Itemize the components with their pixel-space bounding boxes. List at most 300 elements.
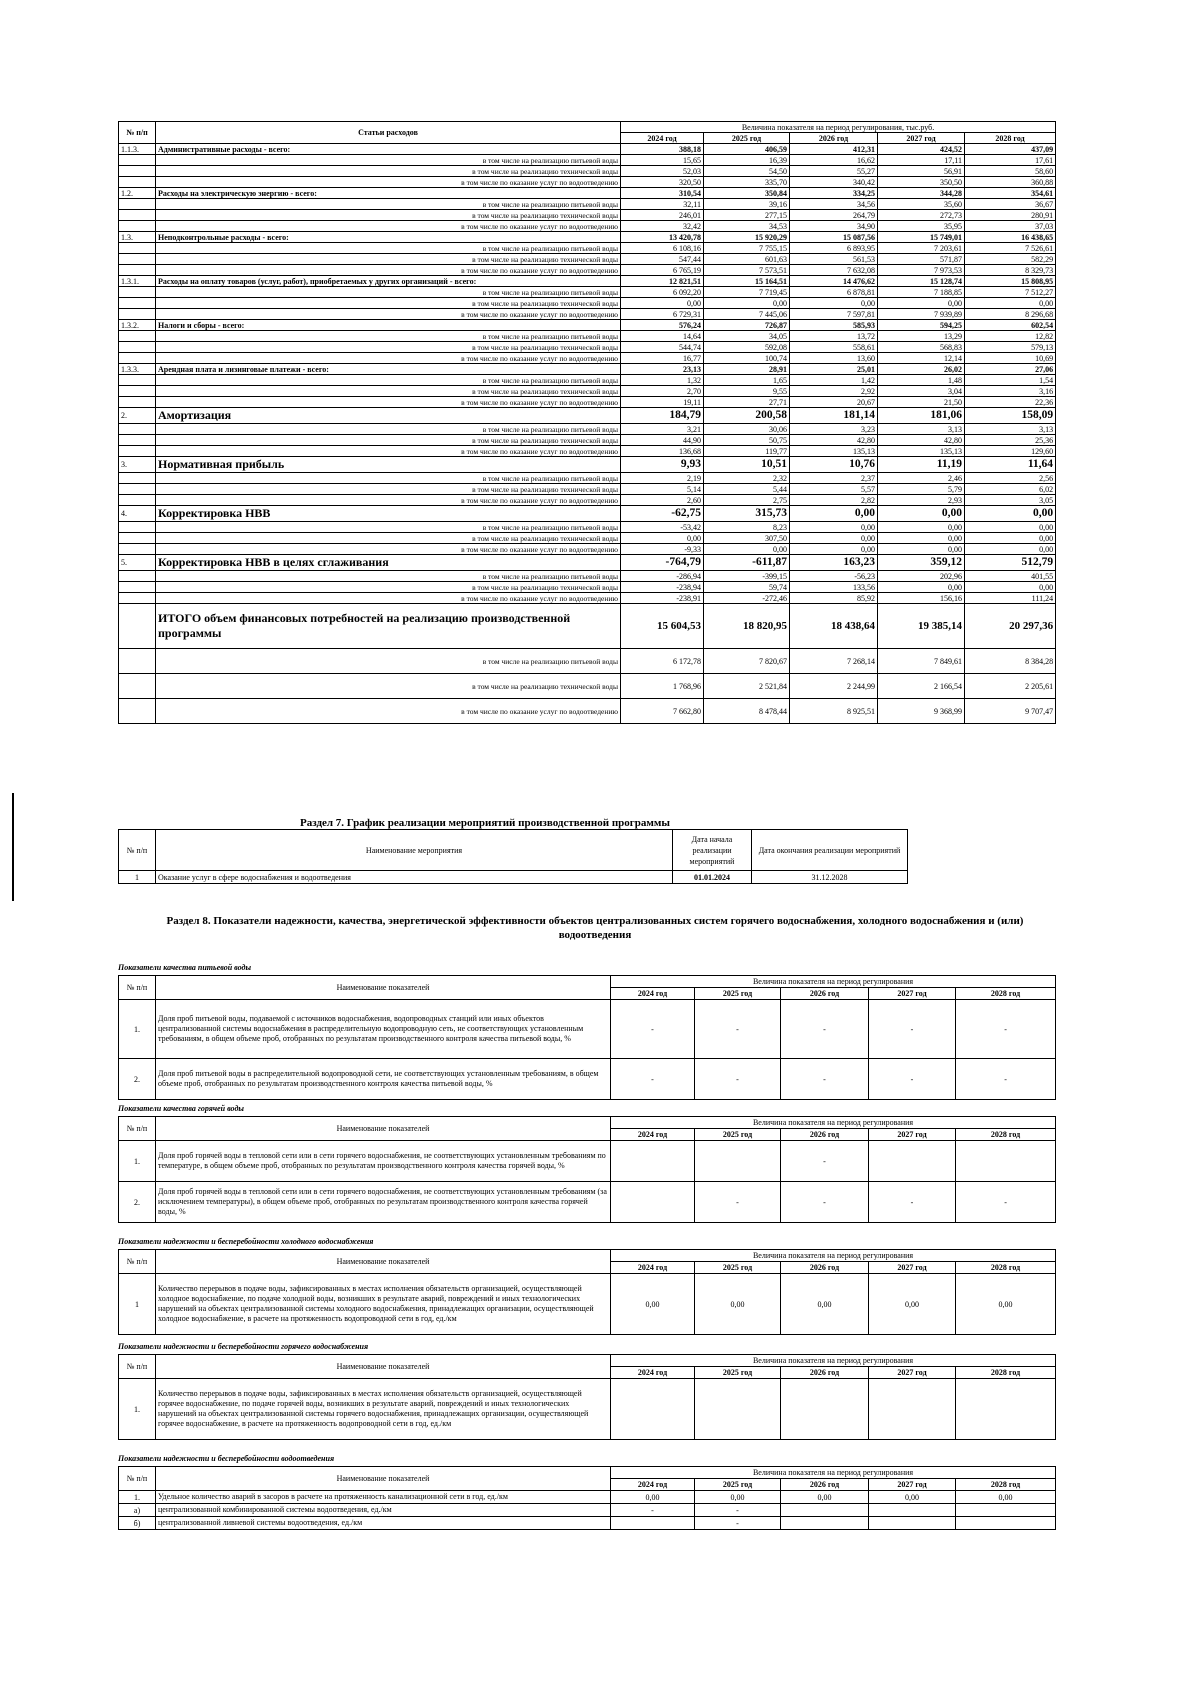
header-row [119,1355,1056,1367]
value-cell: 0,00 [878,544,965,555]
value-cell: 11,64 [965,457,1056,473]
row-num: 1.1.3. [119,144,156,155]
row-label: в том числе на реализацию технической воды [156,582,621,593]
value-cell [611,1379,695,1440]
value-cell: -9,33 [621,544,704,555]
year-header: 2025 год [695,1262,781,1274]
year-header: 2028 год [956,1479,1056,1491]
row-num [119,495,156,506]
subitem-row [119,199,1056,210]
wastewater-reliability-table [118,1466,1056,1530]
value-cell: 601,63 [704,254,790,265]
value-cell: 424,52 [878,144,965,155]
value-cell: 7 719,45 [704,287,790,298]
value-cell: -286,94 [621,571,704,582]
row-start: 01.01.2024 [673,871,752,884]
value-cell: 2,60 [621,495,704,506]
value-cell: 55,27 [790,166,878,177]
value-cell: -272,46 [704,593,790,604]
row-num: а) [119,1504,156,1517]
value-cell: 58,60 [965,166,1056,177]
row-label: в том числе по оказание услуг по водоотведению [156,353,621,364]
year-header: 2027 год [869,1129,956,1141]
value-cell: 12,82 [965,331,1056,342]
year-header: 2024 год [611,1479,695,1491]
value-cell [611,1517,695,1530]
value-cell [956,1504,1056,1517]
value-cell: 0,00 [695,1274,781,1335]
year-header: 2025 год [695,1479,781,1491]
row-num [119,424,156,435]
row-label: в том числе по оказание услуг по водоотведению [156,446,621,457]
value-cell: 2,92 [790,386,878,397]
row-label: в том числе на реализацию питьевой воды [156,571,621,582]
value-cell: 39,16 [704,199,790,210]
row-num [119,649,156,674]
value-cell: 0,00 [790,298,878,309]
value-cell: 1,65 [704,375,790,386]
value-cell: 6 108,16 [621,243,704,254]
row-num [119,177,156,188]
value-cell: 19 385,14 [878,604,965,649]
name-header: Наименование показателей [156,1117,611,1141]
value-cell: 17,61 [965,155,1056,166]
year-header: 2025 год [695,1129,781,1141]
value-cell: 18 438,64 [790,604,878,649]
row-description: Доля проб горячей воды в тепловой сети или в сети горячего водоснабжения, не соответствующих установленным требованиям по температуре, в общем объеме проб, отобранных по результатам производственного контроля качества горячей воды, % [156,1141,611,1182]
value-cell [956,1379,1056,1440]
row-num: 2. [119,1059,156,1100]
row-num [119,397,156,408]
value-cell: 2 205,61 [965,674,1056,699]
value-cell: - [869,1059,956,1100]
value-cell: 2,93 [878,495,965,506]
value-cell: 0,00 [695,1491,781,1504]
caption-wastewater-reliability: Показатели надежности и бесперебойности водоотведения [118,1454,335,1463]
value-cell: 54,50 [704,166,790,177]
year-header: 2026 год [781,1262,869,1274]
subitem-row [119,582,1056,593]
subitem-row [119,331,1056,342]
value-cell: 15 164,51 [704,276,790,287]
subitem-row [119,484,1056,495]
row-label: в том числе на реализацию технической воды [156,386,621,397]
value-cell [695,1141,781,1182]
value-cell: 12,14 [878,353,965,364]
value-cell: -764,79 [621,555,704,571]
year-header: 2026 год [781,1367,869,1379]
value-cell: 9 707,47 [965,699,1056,724]
value-cell: 2 244,99 [790,674,878,699]
value-cell: 246,01 [621,210,704,221]
section-7-title: Раздел 7. График реализации мероприятий производственной программы [300,817,670,829]
value-cell: 136,68 [621,446,704,457]
value-cell: 350,50 [878,177,965,188]
value-cell: 310,54 [621,188,704,199]
end-header: Дата окончания реализации мероприятий [752,830,908,871]
value-cell: 119,77 [704,446,790,457]
value-cell: 21,50 [878,397,965,408]
value-cell: 558,61 [790,342,878,353]
row-label: Нормативная прибыль [156,457,621,473]
row-num [119,298,156,309]
value-cell [869,1141,956,1182]
value-cell: 264,79 [790,210,878,221]
value-cell: 320,50 [621,177,704,188]
row-name: Оказание услуг в сфере водоснабжения и водоотведения [156,871,673,884]
year-header: 2024 год [611,1262,695,1274]
subitem-row [119,674,1056,699]
row-num [119,309,156,320]
row-num [119,484,156,495]
value-cell: 0,00 [878,582,965,593]
value-cell: 5,44 [704,484,790,495]
value-cell: 0,00 [965,506,1056,522]
period-header: Величина показателя на период регулирования, тыс.руб. [621,122,1056,133]
row-description: Доля проб питьевой воды, подаваемой с источников водоснабжения, водопроводных станций или иных объектов централизованной системы водоснабжения в распределительную водопроводную сеть, не соответствующих установленным требованиям, в общем объеме проб, отобранных по результатам производственного контроля качества питьевой воды, % [156,1000,611,1059]
value-cell: 9,55 [704,386,790,397]
row-num [119,353,156,364]
value-cell: 0,00 [781,1274,869,1335]
value-cell: 8,23 [704,522,790,533]
row-description: централизованной комбинированной системы водоотведения, ед./км [156,1504,611,1517]
row-label: в том числе на реализацию питьевой воды [156,375,621,386]
period-header: Величина показателя на период регулирования [611,1117,1056,1129]
value-cell: 133,56 [790,582,878,593]
year-header: 2028 год [956,1129,1056,1141]
value-cell: 8 384,28 [965,649,1056,674]
value-cell: 3,13 [878,424,965,435]
row-num: 1.2. [119,188,156,199]
value-cell: 0,00 [790,506,878,522]
value-cell: 1 768,96 [621,674,704,699]
year-header: 2028 год [956,988,1056,1000]
row-num [119,593,156,604]
value-cell: 7 632,08 [790,265,878,276]
value-cell: 568,83 [878,342,965,353]
value-cell: 56,91 [878,166,965,177]
row-num: 1 [119,871,156,884]
value-cell: - [695,1059,781,1100]
value-cell [869,1379,956,1440]
year-header: 2025 год [695,1367,781,1379]
num-header: № п/п [119,1467,156,1491]
value-cell: 20 297,36 [965,604,1056,649]
value-cell: 1,42 [790,375,878,386]
value-cell: -238,91 [621,593,704,604]
row-num: 2. [119,1182,156,1223]
value-cell: 14,64 [621,331,704,342]
item-row [119,555,1056,571]
value-cell: 26,02 [878,364,965,375]
value-cell: 2,37 [790,473,878,484]
row-label: в том числе на реализацию питьевой воды [156,287,621,298]
value-cell: 7 849,61 [878,649,965,674]
subitem-row [119,435,1056,446]
value-cell: 7 662,80 [621,699,704,724]
value-cell: - [611,1504,695,1517]
value-cell: 0,00 [878,522,965,533]
value-cell: - [781,1141,869,1182]
row-num [119,435,156,446]
name-header: Наименование показателей [156,1355,611,1379]
row-label: в том числе по оказание услуг по водоотведению [156,265,621,276]
value-cell: 0,00 [956,1274,1056,1335]
row-label: в том числе на реализацию питьевой воды [156,331,621,342]
value-cell: 85,92 [790,593,878,604]
row-label: в том числе по оказание услуг по водоотведению [156,699,621,724]
value-cell [956,1141,1056,1182]
row-label: в том числе по оказание услуг по водоотведению [156,221,621,232]
value-cell: 30,06 [704,424,790,435]
name-header: Наименование показателей [156,1250,611,1274]
value-cell: 315,73 [704,506,790,522]
value-cell: 0,00 [869,1274,956,1335]
value-cell: - [611,1000,695,1059]
subitem-row [119,221,1056,232]
start-header: Дата начала реализации мероприятий [673,830,752,871]
value-cell: - [956,1182,1056,1223]
year-header: 2024 год [611,1129,695,1141]
value-cell: 512,79 [965,555,1056,571]
value-cell: 44,90 [621,435,704,446]
value-cell: 344,28 [878,188,965,199]
subitem-row [119,287,1056,298]
subitem-row [119,424,1056,435]
row-num: 1. [119,1379,156,1440]
year-header: 2026 год [781,1479,869,1491]
row-label: Корректировка НВВ в целях сглаживания [156,555,621,571]
value-cell: 6 092,20 [621,287,704,298]
value-cell: 181,14 [790,408,878,424]
value-cell: - [781,1000,869,1059]
row-num [119,582,156,593]
value-cell: 6 878,81 [790,287,878,298]
value-cell: 2 521,84 [704,674,790,699]
row-label: в том числе на реализацию технической воды [156,210,621,221]
year-header: 2026 год [781,988,869,1000]
name-header: Наименование мероприятия [156,830,673,871]
value-cell: 388,18 [621,144,704,155]
value-cell: 7 939,89 [878,309,965,320]
value-cell: 0,00 [704,298,790,309]
value-cell: 579,13 [965,342,1056,353]
subitem-row [119,210,1056,221]
value-cell: 547,44 [621,254,704,265]
value-cell: 36,67 [965,199,1056,210]
value-cell: 2,70 [621,386,704,397]
row-num: 4. [119,506,156,522]
row-num: 1. [119,1141,156,1182]
value-cell [611,1182,695,1223]
row-num: 1.3.3. [119,364,156,375]
value-cell: 34,90 [790,221,878,232]
value-cell: 13,29 [878,331,965,342]
row-num [119,221,156,232]
value-cell: 7 755,15 [704,243,790,254]
value-cell: 7 597,81 [790,309,878,320]
value-cell: 0,00 [790,533,878,544]
subitem-row [119,397,1056,408]
value-cell [869,1504,956,1517]
row-label: в том числе на реализацию технической воды [156,533,621,544]
value-cell [869,1517,956,1530]
row-label: Административные расходы - всего: [156,144,621,155]
value-cell: -56,23 [790,571,878,582]
table-row [119,1059,1056,1100]
row-num [119,166,156,177]
value-cell: 13,60 [790,353,878,364]
value-cell: 184,79 [621,408,704,424]
value-cell: 8 925,51 [790,699,878,724]
value-cell: 602,54 [965,320,1056,331]
value-cell: 2,32 [704,473,790,484]
row-label: в том числе по оказание услуг по водоотведению [156,495,621,506]
table-row [119,1517,1056,1530]
value-cell: 6 765,19 [621,265,704,276]
row-num [119,210,156,221]
year-header: 2026 год [781,1129,869,1141]
table-row [119,1504,1056,1517]
name-header: Наименование показателей [156,976,611,1000]
value-cell: 32,11 [621,199,704,210]
row-description: централизованной ливневой системы водоотведения, ед./км [156,1517,611,1530]
num-header: № п/п [119,976,156,1000]
subitem-row [119,243,1056,254]
period-header: Величина показателя на период регулирования [611,976,1056,988]
item-row [119,188,1056,199]
value-cell [611,1141,695,1182]
value-cell: 5,14 [621,484,704,495]
value-cell: 307,50 [704,533,790,544]
row-label: в том числе по оказание услуг по водоотведению [156,177,621,188]
value-cell: 3,13 [965,424,1056,435]
value-cell: 0,00 [790,522,878,533]
year-header: 2028 год [956,1262,1056,1274]
value-cell: 9 368,99 [878,699,965,724]
subitem-row [119,155,1056,166]
subitem-row [119,265,1056,276]
row-num: 1 [119,1274,156,1335]
value-cell: -53,42 [621,522,704,533]
item-row [119,232,1056,243]
subitem-row [119,473,1056,484]
row-num: 1.3. [119,232,156,243]
value-cell: 0,00 [869,1491,956,1504]
value-cell: 158,09 [965,408,1056,424]
value-cell: 8 329,73 [965,265,1056,276]
row-label: ИТОГО объем финансовых потребностей на реализацию производственной программы [156,604,621,649]
value-cell: 1,54 [965,375,1056,386]
row-num [119,375,156,386]
subitem-row [119,309,1056,320]
header-row [119,1117,1056,1129]
value-cell: 17,11 [878,155,965,166]
row-num [119,254,156,265]
subitem-row [119,353,1056,364]
margin-rule [12,793,14,901]
value-cell: - [611,1059,695,1100]
subitem-row [119,593,1056,604]
row-label: в том числе на реализацию технической воды [156,484,621,495]
value-cell: 1,48 [878,375,965,386]
subitem-row [119,177,1056,188]
row-num [119,604,156,649]
row-num: 1. [119,1491,156,1504]
subitem-row [119,342,1056,353]
year-header: 2024 год [611,1367,695,1379]
row-num [119,533,156,544]
value-cell: 3,05 [965,495,1056,506]
value-cell: 35,95 [878,221,965,232]
value-cell: 354,61 [965,188,1056,199]
value-cell: 15 749,01 [878,232,965,243]
value-cell: 0,00 [965,582,1056,593]
name-header: Наименование показателей [156,1467,611,1491]
value-cell: 15 808,95 [965,276,1056,287]
value-cell: 8 296,68 [965,309,1056,320]
row-label: в том числе на реализацию питьевой воды [156,424,621,435]
row-label: в том числе на реализацию технической воды [156,166,621,177]
value-cell: 7 526,61 [965,243,1056,254]
item-row [119,457,1056,473]
value-cell: 16 438,65 [965,232,1056,243]
value-cell: 28,91 [704,364,790,375]
value-cell: - [781,1182,869,1223]
subitem-row [119,544,1056,555]
row-description: Удельное количество аварий в засоров в расчете на протяженность канализационной сети в год, ед./км [156,1491,611,1504]
value-cell: 6 172,78 [621,649,704,674]
value-cell: 0,00 [965,522,1056,533]
value-cell: 272,73 [878,210,965,221]
row-num: 1. [119,1000,156,1059]
row-num: б) [119,1517,156,1530]
article-header: Статьи расходов [156,122,621,144]
drinking-water-quality-table [118,975,1056,1100]
row-num: 3. [119,457,156,473]
section-8-title: Раздел 8. Показатели надежности, качества, энергетической эффективности объектов централизованных систем горячего водоснабжения, холодного водоснабжения и (или) водоотведения [166,915,1024,941]
row-label: в том числе на реализацию питьевой воды [156,155,621,166]
value-cell [956,1517,1056,1530]
value-cell: 0,00 [611,1274,695,1335]
value-cell: 35,60 [878,199,965,210]
value-cell: 0,00 [611,1491,695,1504]
table-row [119,1274,1056,1335]
value-cell: 594,25 [878,320,965,331]
year-header: 2028 год [956,1367,1056,1379]
value-cell [695,1379,781,1440]
value-cell: 100,74 [704,353,790,364]
row-description: Доля проб питьевой воды в распределительной водопроводной сети, не соответствующих установленным требованиям, в общем объеме проб, отобранных по результатам производственного контроля качества питьевой воды, % [156,1059,611,1100]
value-cell: 11,19 [878,457,965,473]
num-header: № п/п [119,1117,156,1141]
value-cell: 360,88 [965,177,1056,188]
value-cell: 52,03 [621,166,704,177]
row-label: в том числе на реализацию технической воды [156,298,621,309]
value-cell: 59,74 [704,582,790,593]
row-label: Амортизация [156,408,621,424]
value-cell: 0,00 [790,544,878,555]
row-label: в том числе на реализацию технической воды [156,254,621,265]
value-cell: 0,00 [956,1491,1056,1504]
row-label: Арендная плата и лизинговые платежи - всего: [156,364,621,375]
row-label: в том числе по оказание услуг по водоотведению [156,593,621,604]
row-num: 1.3.1. [119,276,156,287]
year-header: 2026 год [790,133,878,144]
value-cell: -611,87 [704,555,790,571]
header-row [119,1250,1056,1262]
year-header: 2027 год [869,1262,956,1274]
